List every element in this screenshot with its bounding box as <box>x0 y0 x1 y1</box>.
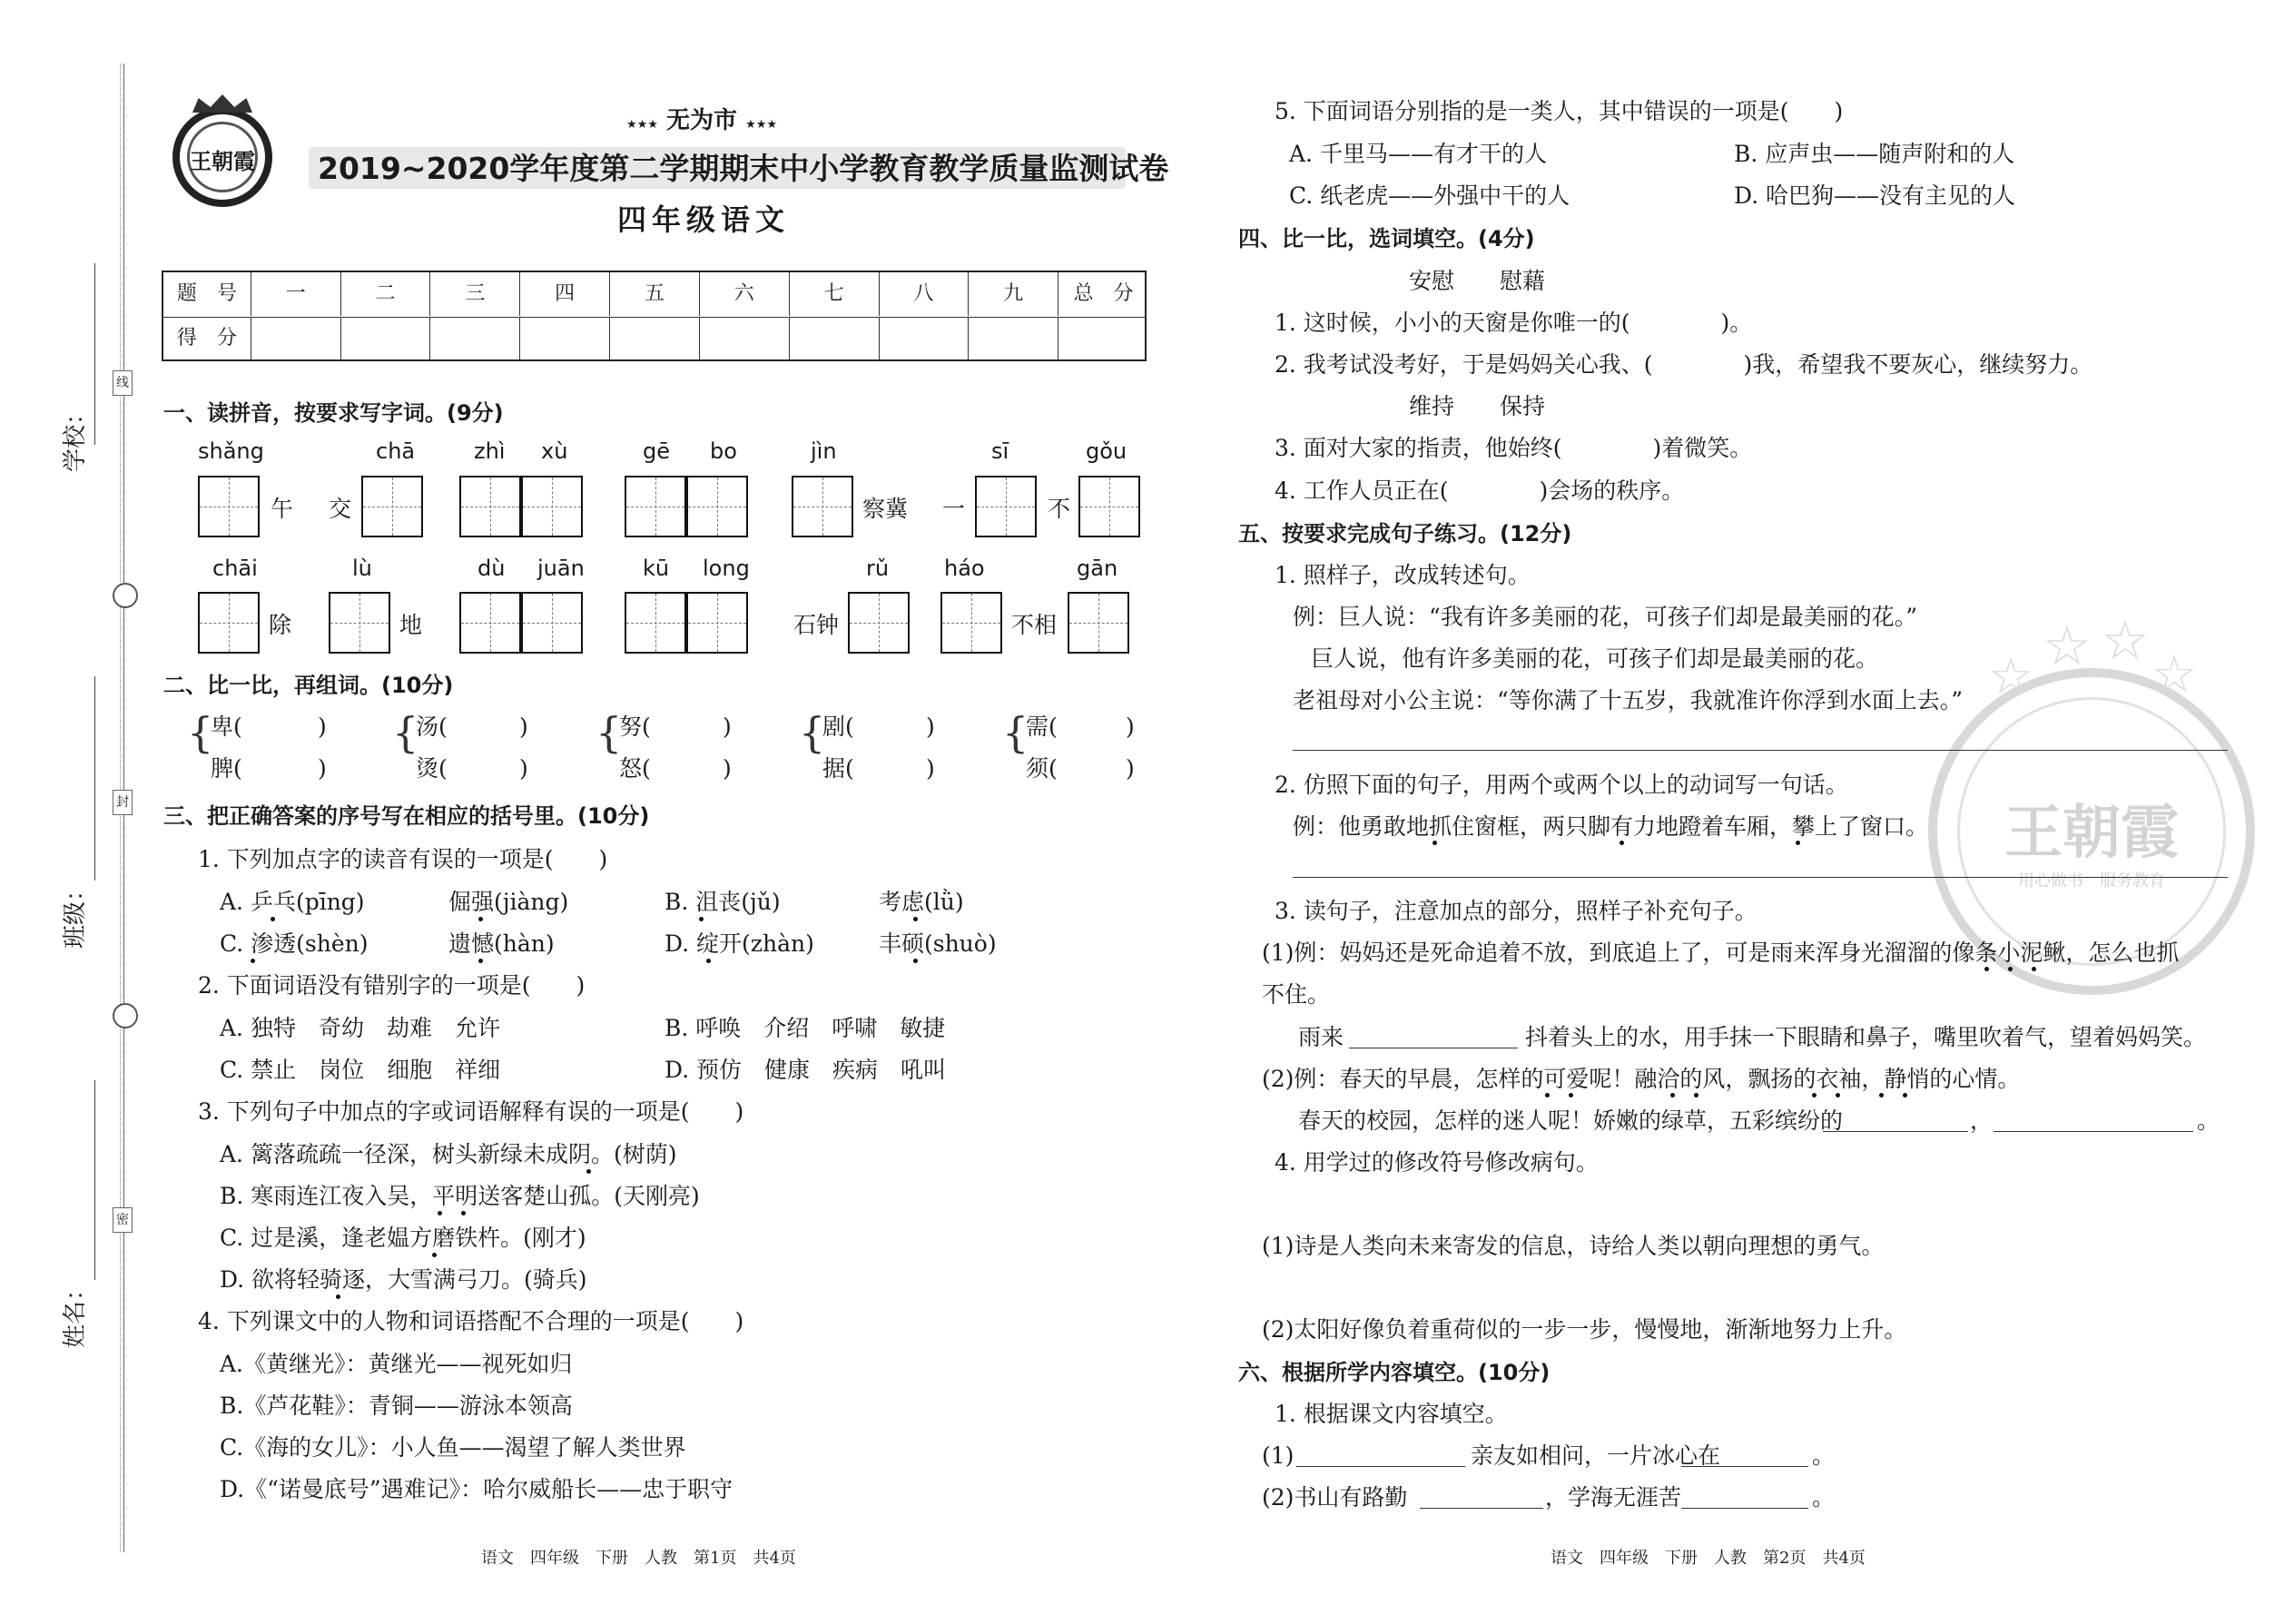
pinyin: xù <box>541 438 568 464</box>
brace-icon: { <box>392 708 419 757</box>
option: C. 过是溪，逢老媪方磨铁杵。(刚才) <box>220 1225 586 1251</box>
pinyin: gān <box>1077 556 1118 581</box>
compare-close: ) <box>519 714 528 740</box>
compare-close: ) <box>1126 714 1135 740</box>
star-icon: ☆ <box>2151 645 2198 704</box>
fill-blank[interactable] <box>1681 1466 1808 1467</box>
char-box[interactable] <box>792 476 853 537</box>
emphasis-dot <box>478 959 483 963</box>
compare-char: 据( <box>822 755 854 782</box>
pinyin: kū <box>643 556 670 581</box>
compare-close: ) <box>926 755 935 782</box>
char-box[interactable] <box>625 592 686 654</box>
fill-question: 3. 面对大家的指责，他始终( )着微笑。 <box>1275 435 1753 461</box>
compare-close: ) <box>318 714 327 740</box>
prompt-text: 老祖母对小公主说：“等你满了十五岁，我就准许你浮到水面上去。” <box>1293 687 1964 714</box>
pinyin: gē <box>643 438 670 464</box>
table-cell: 总 分 <box>1073 282 1134 305</box>
given-char: 交 <box>329 496 352 522</box>
compare-close: ) <box>1126 755 1135 782</box>
pinyin: dù <box>478 556 506 581</box>
emphasis-dot <box>461 1211 466 1216</box>
brace-icon: { <box>799 708 826 757</box>
question-1: 1. 下列加点字的读音有误的一项是( ) <box>198 846 608 872</box>
option: A. 乒乓(pīng) <box>220 889 365 915</box>
emphasis-dot <box>1836 1093 1840 1097</box>
example-text: 例：巨人说：“我有许多美丽的花，可孩子们却是最美丽的花。” <box>1293 604 1918 630</box>
option: 遗憾(hàn) <box>448 930 555 957</box>
score-cell[interactable] <box>341 318 431 361</box>
section-1-title: 一、读拼音，按要求写字词。(9分) <box>163 400 504 426</box>
table-cell: 四 <box>520 272 610 316</box>
score-cell[interactable] <box>1058 318 1148 361</box>
option: C. 渗透(shèn) <box>220 930 369 957</box>
option: B. 寒雨连江夜入吴，平明送客楚山孤。(天刚亮) <box>220 1183 700 1209</box>
pinyin: shǎng <box>198 438 264 464</box>
fill-period: 。 <box>1812 1484 1836 1511</box>
fill-question: 2. 我考试没考好，于是妈妈关心我、( )我，希望我不要灰心，继续努力。 <box>1275 351 2093 378</box>
option: B. 呼唤 介绍 呼啸 敏捷 <box>665 1015 946 1041</box>
fill-period: 。 <box>2197 1107 2220 1134</box>
given-char: 石钟 <box>793 612 840 638</box>
answer-line[interactable] <box>1293 877 2228 878</box>
section-6-title: 六、根据所学内容填空。(10分) <box>1238 1360 1551 1385</box>
stamp-text: 王朝霞 <box>2004 799 2179 867</box>
fill-question: 4. 工作人员正在( )会场的秩序。 <box>1275 477 1685 504</box>
option: B.《芦花鞋》：青铜——游泳本领高 <box>220 1393 573 1419</box>
char-box[interactable] <box>521 592 583 654</box>
option: D. 绽开(zhàn) <box>665 930 814 957</box>
example-text: 例：他勇敢地抓住窗框，两只脚有力地蹬着车厢，攀上了窗口。 <box>1293 813 1929 840</box>
sub-question: 1. 根据课文内容填空。 <box>1275 1401 1508 1427</box>
brace-icon: { <box>596 708 623 757</box>
given-char: 不 <box>1048 496 1071 522</box>
option: 考虑(lǜ) <box>879 889 964 915</box>
emphasis-dot <box>706 959 711 963</box>
section-2-title: 二、比一比，再组词。(10分) <box>163 673 454 698</box>
exam-title: 2019~2020学年度第二学期期末中小学教育教学质量监测试卷 <box>318 151 1169 186</box>
score-cell[interactable] <box>430 318 520 361</box>
compare-char: 努( <box>619 714 651 740</box>
fill-blank[interactable] <box>1823 1131 1968 1132</box>
char-box[interactable] <box>1068 592 1129 654</box>
given-char: 地 <box>399 612 423 638</box>
fill-middle: ，学海无涯苦 <box>1545 1484 1682 1511</box>
emphasis-dot <box>1796 841 1800 845</box>
city-title: ★★★ 无为市 ★★★ <box>626 107 778 134</box>
stamp-sub: 用心做书 服务教育 <box>2018 871 2165 891</box>
name-label: 姓名： <box>62 1276 89 1348</box>
fill-prefix: 雨来 <box>1298 1024 1344 1050</box>
fill-prefix: (2)书山有路勤 <box>1262 1484 1408 1511</box>
fill-blank[interactable] <box>1681 1508 1808 1509</box>
compare-char: 烫( <box>416 755 448 782</box>
question-4: 4. 下列课文中的人物和词语搭配不合理的一项是( ) <box>198 1308 744 1334</box>
char-box[interactable] <box>975 476 1037 537</box>
emphasis-dot <box>1670 1093 1675 1097</box>
emphasis-dot <box>336 1294 340 1299</box>
fill-comma: ， <box>1970 1107 1994 1134</box>
option: A. 独特 奇幼 劫难 允许 <box>220 1015 500 1041</box>
char-box[interactable] <box>848 592 910 654</box>
question-3: 3. 下列句子中加点的字或词语解释有误的一项是( ) <box>198 1098 744 1125</box>
fill-question: 1. 这时候，小小的天窗是你唯一的( )。 <box>1275 310 1753 336</box>
sub-question: 4. 用学过的修改符号修改病句。 <box>1275 1149 1599 1176</box>
emphasis-dot <box>1879 1093 1884 1097</box>
emphasis-dot <box>699 917 704 921</box>
emphasis-dot <box>913 959 918 963</box>
emphasis-dot <box>478 917 483 921</box>
score-table-header-row <box>163 272 1148 316</box>
logo-text: 王朝霞 <box>190 148 255 174</box>
sub-question: 1. 照样子，改成转述句。 <box>1275 562 1531 588</box>
example-text: 巨人说，他有许多美丽的花，可孩子们却是最美丽的花。 <box>1311 645 1879 672</box>
table-cell: 七 <box>790 272 880 316</box>
fill-blank[interactable] <box>1296 1466 1465 1467</box>
sub-question: 3. 读句子，注意加点的部分，照样子补充句子。 <box>1275 898 1757 924</box>
emphasis-dot <box>2008 967 2013 971</box>
question-2: 2. 下面词语没有错别字的一项是( ) <box>198 972 586 999</box>
compare-close: ) <box>723 755 732 782</box>
option: A. 篱落疏疏一径深，树头新绿未成阴。(树荫) <box>220 1141 677 1167</box>
star-icon: ★★★ <box>745 118 778 132</box>
option: C. 纸老虎——外强中干的人 <box>1289 182 1570 209</box>
emphasis-dot <box>1620 841 1624 845</box>
section-5-title: 五、按要求完成句子练习。(12分) <box>1238 521 1572 546</box>
compare-char: 须( <box>1026 755 1058 782</box>
option: C.《海的女儿》：小人鱼——渴望了解人类世界 <box>220 1434 686 1461</box>
star-icon: ☆ <box>2043 615 2092 678</box>
answer-line[interactable] <box>1293 750 2228 751</box>
emphasis-dot <box>913 917 918 921</box>
example-text: (1)例：妈妈还是死命追着不放，到底追上了，可是雨来浑身光溜溜的像条小泥鳅，怎么也抓 <box>1262 940 2180 966</box>
section-3-title: 三、把正确答案的序号写在相应的括号里。(10分) <box>163 803 650 829</box>
emphasis-dot <box>1569 1093 1573 1097</box>
fill-suffix: 抖着头上的水，用手抹一下眼睛和鼻子，嘴里吹着气，望着妈妈笑。 <box>1525 1024 2207 1050</box>
sentence-to-fix: (2)太阳好像负着重荷似的一步一步，慢慢地，渐渐地努力上升。 <box>1262 1316 1907 1343</box>
compare-char: 脾( <box>211 755 242 782</box>
table-cell: 一 <box>251 272 341 316</box>
compare-close: ) <box>318 755 327 782</box>
char-box[interactable] <box>940 592 1002 654</box>
star-icon: ★★★ <box>626 118 658 132</box>
pinyin: sī <box>991 438 1009 464</box>
score-cell[interactable] <box>700 318 790 361</box>
score-table-score-row <box>163 318 1148 361</box>
logo-emblem <box>172 107 272 207</box>
option: 丰硕(shuò) <box>879 930 997 957</box>
table-cell: 三 <box>430 272 520 316</box>
subject-title: 四年级语文 <box>617 202 791 237</box>
score-cell[interactable] <box>610 318 700 361</box>
crown-icon <box>192 94 252 113</box>
pinyin: long <box>703 556 750 581</box>
fill-prefix: 春天的校园，怎样的迷人呢！娇嫩的绿草，五彩缤纷的 <box>1298 1107 1844 1134</box>
brace-icon: { <box>187 708 214 757</box>
page-footer-left: 语文 四年级 下册 人教 第1页 共4页 <box>481 1549 796 1568</box>
table-cell: 九 <box>969 272 1058 316</box>
example-text: (2)例：春天的早晨，怎样的可爱呢！融洽的风，飘扬的衣袖，静悄的心情。 <box>1262 1066 2021 1092</box>
char-box[interactable] <box>521 476 583 537</box>
char-box[interactable] <box>198 592 260 654</box>
section-4-title: 四、比一比，选词填空。(4分) <box>1238 226 1535 251</box>
compare-close: ) <box>519 755 528 782</box>
pinyin: chā <box>376 438 416 464</box>
emphasis-dot <box>2032 967 2036 971</box>
compare-char: 汤( <box>416 714 448 740</box>
char-box[interactable] <box>198 476 260 537</box>
pinyin: chāi <box>212 556 258 581</box>
score-table <box>162 271 1147 361</box>
char-box[interactable] <box>361 476 423 537</box>
emphasis-dot <box>1694 1093 1698 1097</box>
brace-icon: { <box>1002 708 1029 757</box>
class-label: 班级： <box>62 877 89 949</box>
sub-question: 2. 仿照下面的句子，用两个或两个以上的动词写一句话。 <box>1275 772 1848 798</box>
char-box[interactable] <box>459 592 521 654</box>
question-5: 5. 下面词语分别指的是一类人，其中错误的一项是( ) <box>1275 98 1844 124</box>
name-field-line[interactable] <box>94 1080 95 1280</box>
compare-char: 剧( <box>822 714 854 740</box>
sentence-to-fix: (1)诗是人类向未来寄发的信息，诗给人类以朝向理想的勇气。 <box>1262 1233 1885 1259</box>
given-char: 察冀 <box>862 496 909 522</box>
score-cell[interactable] <box>880 318 970 361</box>
option: D.《“诺曼底号”遇难记》：哈尔威船长——忠于职守 <box>220 1476 733 1502</box>
page-footer-right: 语文 四年级 下册 人教 第2页 共4页 <box>1551 1549 1866 1568</box>
binding-mark-feng: 封 <box>113 790 133 815</box>
compare-close: ) <box>723 714 732 740</box>
star-icon: ☆ <box>2101 609 2150 673</box>
option: D. 预仿 健康 疾病 吼叫 <box>665 1057 947 1083</box>
pinyin: gǒu <box>1086 438 1127 464</box>
pinyin: rǔ <box>866 556 890 581</box>
pinyin: zhì <box>474 438 506 464</box>
emphasis-dot <box>251 959 255 963</box>
char-box[interactable] <box>1078 476 1140 537</box>
binding-hole-icon <box>113 1003 138 1029</box>
school-field-line[interactable] <box>94 263 95 445</box>
table-cell: 得 分 <box>163 318 251 361</box>
school-label: 学校： <box>62 400 89 472</box>
compare-char: 怒( <box>619 755 651 782</box>
table-cell: 五 <box>610 272 700 316</box>
emphasis-dot <box>1812 1093 1816 1097</box>
option: C. 禁止 岗位 细胞 祥细 <box>220 1057 501 1083</box>
option: D. 哈巴狗——没有主见的人 <box>1734 182 2016 209</box>
emphasis-dot <box>1433 841 1437 845</box>
char-box[interactable] <box>459 476 521 537</box>
score-cell[interactable] <box>251 318 341 361</box>
emphasis-dot <box>438 1211 442 1216</box>
table-cell: 八 <box>880 272 970 316</box>
pinyin: juān <box>537 556 585 581</box>
emphasis-dot <box>1903 1093 1907 1097</box>
pinyin: bo <box>710 438 737 464</box>
score-cell[interactable] <box>790 318 880 361</box>
emphasis-dot <box>1545 1093 1550 1097</box>
option: A.《黄继光》：黄继光——视死如归 <box>220 1351 573 1377</box>
score-cell[interactable] <box>520 318 610 361</box>
emphasis-dot <box>1984 967 1989 971</box>
fill-period: 。 <box>1812 1442 1836 1469</box>
binding-mark-xian: 线 <box>113 370 133 396</box>
option: B. 应声虫——随声附和的人 <box>1734 141 2015 167</box>
binding-mark-mi: 密 <box>113 1207 133 1233</box>
emphasis-dot <box>586 1169 591 1174</box>
fill-blank[interactable] <box>1420 1508 1543 1509</box>
emphasis-dot <box>271 917 275 921</box>
fill-prefix: (1) <box>1262 1442 1295 1469</box>
binding-hole-icon <box>113 583 138 608</box>
fill-middle: 亲友如相问，一片冰心在 <box>1471 1442 1721 1469</box>
table-cell: 六 <box>700 272 790 316</box>
given-char: 不相 <box>1011 612 1058 638</box>
option: B. 沮丧(jǔ) <box>665 889 781 915</box>
emphasis-dot <box>432 1253 437 1257</box>
word-choices: 维持 保持 <box>1409 393 1546 419</box>
option: D. 欲将轻骑逐，大雪满弓刀。(骑兵) <box>220 1266 587 1293</box>
table-cell: 题 号 <box>163 272 251 316</box>
given-char: 午 <box>271 496 294 522</box>
score-cell[interactable] <box>969 318 1058 361</box>
char-box[interactable] <box>686 592 748 654</box>
word-choices: 安慰 慰藉 <box>1409 268 1546 294</box>
char-box[interactable] <box>625 476 686 537</box>
option: 倔强(jiàng) <box>448 889 569 915</box>
class-field-line[interactable] <box>94 676 95 881</box>
star-icon: ☆ <box>1988 647 2034 706</box>
char-box[interactable] <box>686 476 748 537</box>
option: A. 千里马——有才干的人 <box>1289 141 1547 167</box>
given-char: 除 <box>269 612 292 638</box>
compare-close: ) <box>926 714 935 740</box>
pinyin: jìn <box>811 438 837 464</box>
given-char: 一 <box>942 496 966 522</box>
pinyin: lù <box>352 556 372 581</box>
char-box[interactable] <box>329 592 390 654</box>
compare-char: 卑( <box>211 714 242 740</box>
example-text: 不住。 <box>1262 981 1331 1008</box>
compare-char: 需( <box>1026 714 1058 740</box>
table-cell: 二 <box>341 272 431 316</box>
fill-blank[interactable] <box>1994 1131 2193 1132</box>
pinyin: háo <box>944 556 985 581</box>
